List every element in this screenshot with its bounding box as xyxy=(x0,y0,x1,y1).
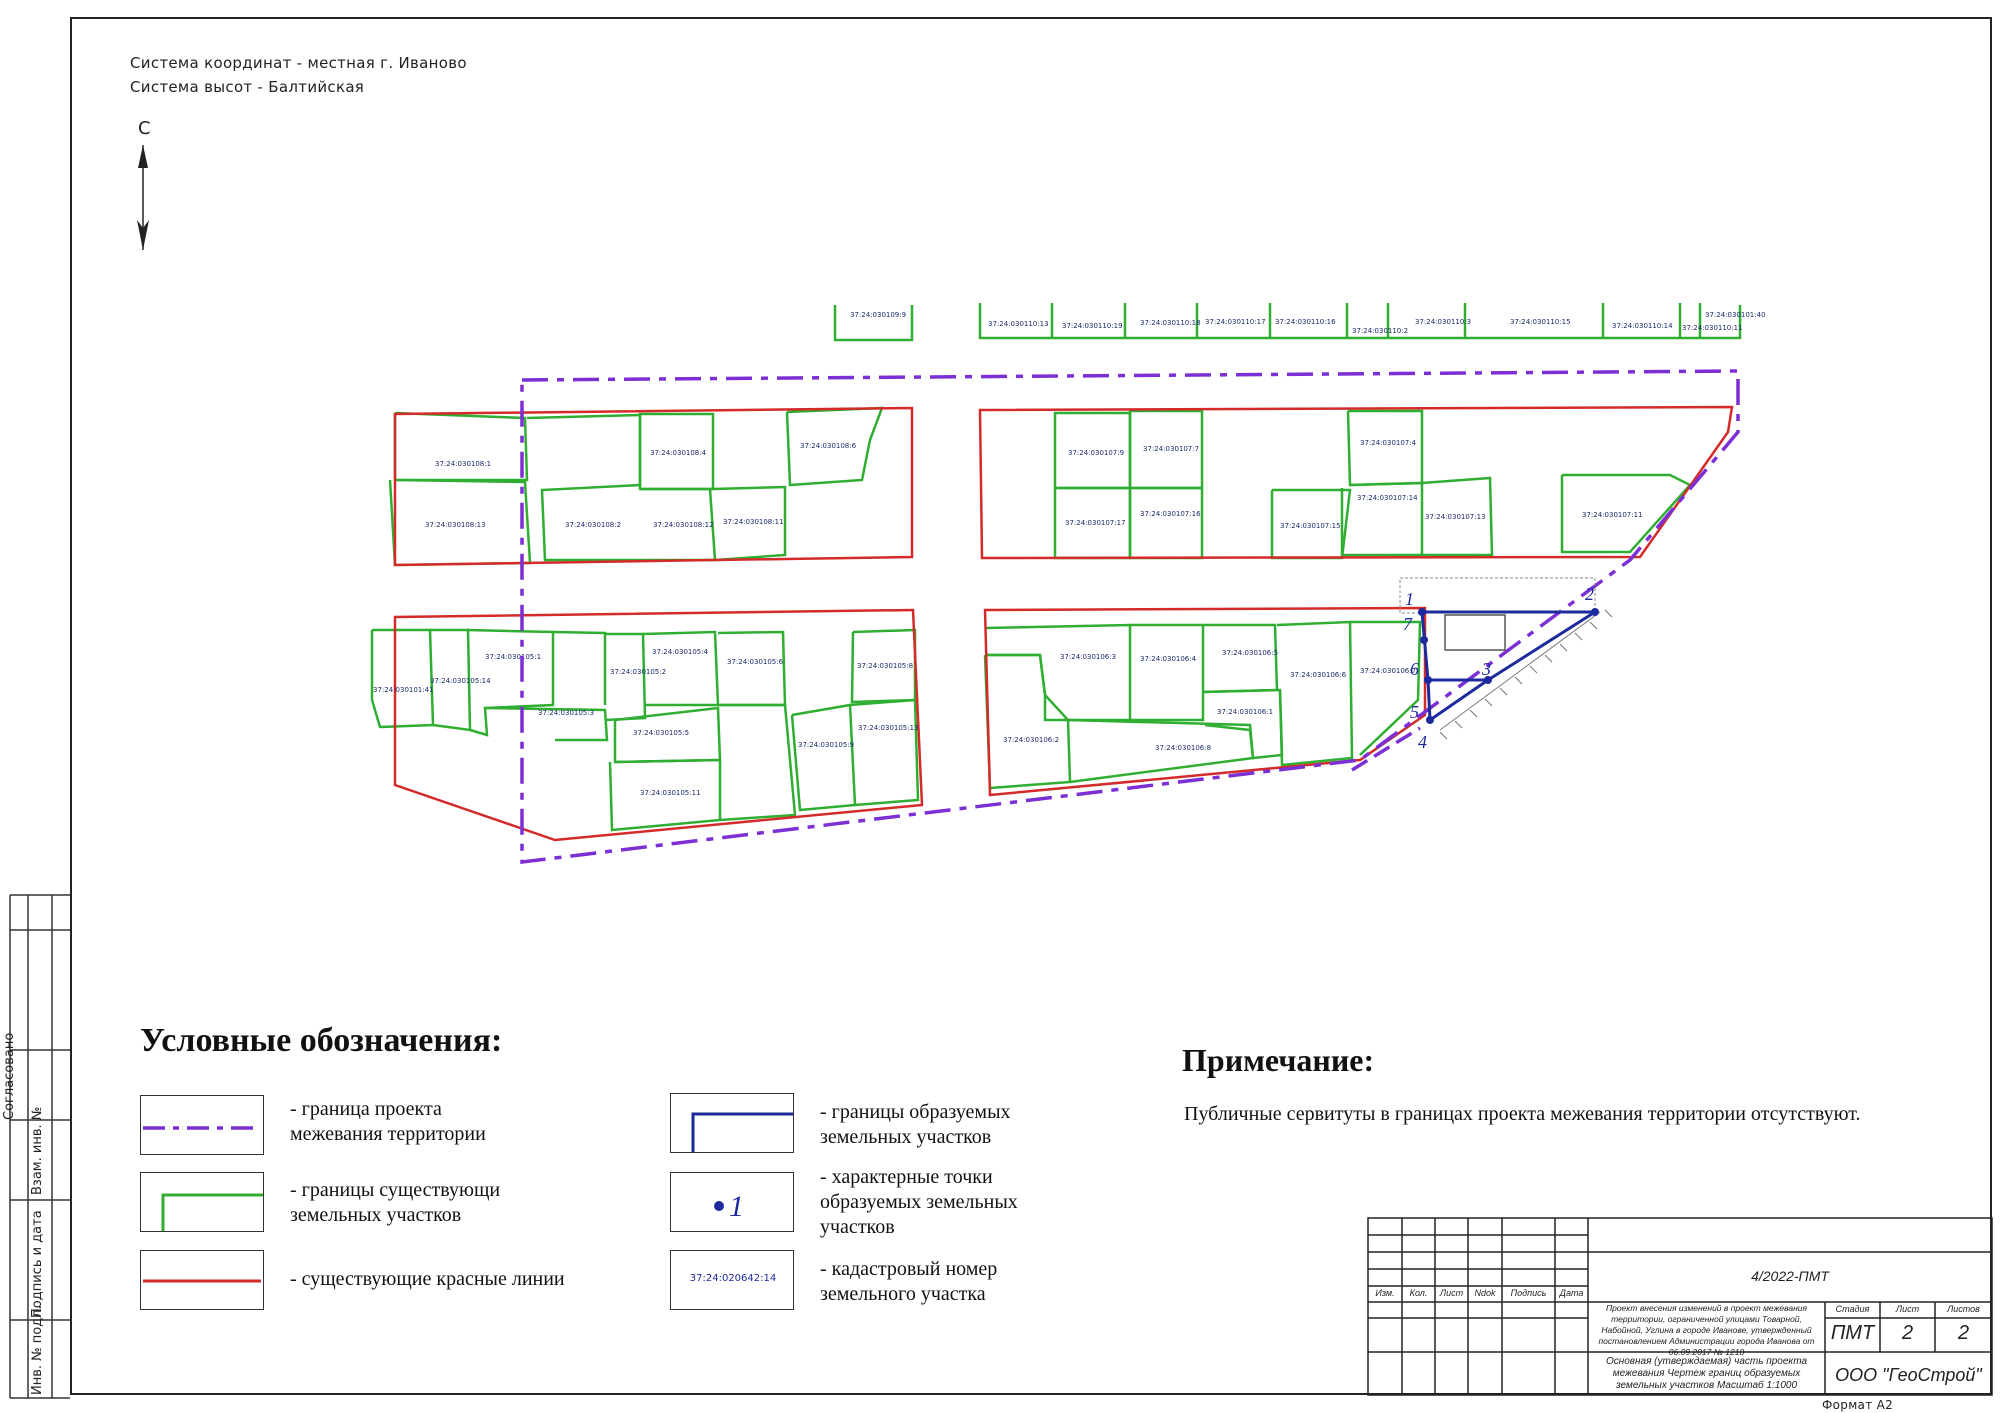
parcel-label: 37:24:030105:6 xyxy=(727,658,784,666)
point-label: 6 xyxy=(1410,659,1419,679)
parcel-label: 37:24:030108:1 xyxy=(435,460,492,468)
parcel-label: 37:24:030110:11 xyxy=(1682,324,1743,332)
parcel-label: 37:24:030110:3 xyxy=(1415,318,1472,326)
parcel-label: 37:24:030105:1 xyxy=(485,653,542,661)
parcel-label: 37:24:030110:13 xyxy=(988,320,1049,328)
parcel-label: 37:24:030107:15 xyxy=(1280,522,1341,530)
point-label: 2 xyxy=(1585,584,1594,604)
parcel-label: 37:24:030101:40 xyxy=(1705,311,1766,319)
format-label: Формат А2 xyxy=(1822,1398,1894,1412)
parcel-label: 37:24:030106:4 xyxy=(1140,655,1197,663)
parcel-label: 37:24:030105:14 xyxy=(430,677,491,685)
parcel-label: 37:24:030105:11 xyxy=(640,789,701,797)
svg-text:1: 1 xyxy=(729,1190,744,1223)
parcel-label: 37:24:030108:13 xyxy=(425,521,486,529)
parcel-label: 37:24:030105:2 xyxy=(610,668,667,676)
north-label: С xyxy=(138,118,151,139)
parcel-label: 37:24:030106:5 xyxy=(1222,649,1279,657)
stamp-project-title: Проект внесения изменений в проект межевания территории, ограниченной улицами Товарной, Набойной, Углина в городе Иванове, утвержденный постановлением Администрации города Иванова от 06.09.2017 № 1218 xyxy=(1598,1303,1815,1357)
parcel-label: 37:24:030110:2 xyxy=(1352,327,1409,335)
stamp-sheet-label: Лист xyxy=(1895,1304,1920,1314)
parcel-label: 37:24:030110:16 xyxy=(1275,318,1336,326)
parcel-label: 37:24:030107:7 xyxy=(1143,445,1200,453)
parcel-label: 37:24:030105:3 xyxy=(538,709,595,717)
parcel-label: 37:24:030110:17 xyxy=(1205,318,1266,326)
parcel-label: 37:24:030106:8 xyxy=(1155,744,1212,752)
parcel-label: 37:24:030106:2 xyxy=(1003,736,1060,744)
parcel-label: 37:24:030110:15 xyxy=(1510,318,1571,326)
parcel-label: 37:24:030105:5 xyxy=(633,729,690,737)
stamp-stage: ПМТ xyxy=(1830,1322,1875,1344)
legend-title: Условные обозначения: xyxy=(140,1022,503,1059)
point-label: 5 xyxy=(1410,702,1419,722)
parcel-label: 37:24:030107:17 xyxy=(1065,519,1126,527)
parcel-label: 37:24:030105:9 xyxy=(798,741,855,749)
side-label-signature: Подпись и дата xyxy=(30,1210,45,1318)
stamp-sheets-label: Листов xyxy=(1947,1304,1980,1314)
stamp-header: Кол. xyxy=(1409,1288,1428,1298)
point-label: 3 xyxy=(1482,659,1491,679)
coord-system-text: Система координат - местная г. Иваново xyxy=(130,54,467,72)
parcel-label: 37:24:030106:1 xyxy=(1217,708,1274,716)
parcel-label: 37:24:030101:41 xyxy=(373,686,434,694)
stamp-drawing-title: Основная (утверждаемая) часть проекта межевания Чертеж границ образуемых земельных участков Масштаб 1:1000 xyxy=(1605,1356,1808,1391)
side-label-replacement: Взам. инв. № xyxy=(30,1106,45,1195)
legend-icon-cadastral-number: 37:24:020642:14 xyxy=(670,1250,794,1310)
legend-label: - характерные точки образуемых земельных участков xyxy=(820,1166,1018,1238)
parcel-label: 37:24:030110:18 xyxy=(1140,319,1201,327)
parcel-label: 37:24:030107:14 xyxy=(1357,494,1418,502)
parcel-label: 37:24:030106:6 xyxy=(1290,671,1347,679)
legend-label: - границы существующи земельных участков xyxy=(290,1179,501,1226)
parcel-label: 37:24:030105:13 xyxy=(858,724,919,732)
parcel-label: 37:24:030107:9 xyxy=(1068,449,1125,457)
stamp-header: Подпись xyxy=(1510,1288,1547,1298)
stamp-stage-label: Стадия xyxy=(1835,1304,1870,1314)
note-text: Публичные сервитуты в границах проекта межевания территории отсутствуют. xyxy=(1184,1103,1861,1125)
legend-label: - граница проекта межевания территории xyxy=(290,1098,486,1145)
parcel-label: 37:24:030107:13 xyxy=(1425,513,1486,521)
parcel-label: 37:24:030105:4 xyxy=(652,648,709,656)
stamp-header: Лист xyxy=(1439,1288,1464,1298)
parcel-label: 37:24:030107:11 xyxy=(1582,511,1643,519)
parcel-label: 37:24:030110:14 xyxy=(1612,322,1673,330)
stamp-code: 4/2022-ПМТ xyxy=(1751,1268,1829,1284)
stamp-sheets: 2 xyxy=(1957,1322,1970,1344)
point-label: 1 xyxy=(1405,589,1414,609)
parcel-label: 37:24:030109:9 xyxy=(850,311,907,319)
side-label-agreed: Согласовано xyxy=(2,1032,17,1120)
parcel-label: 37:24:030110:19 xyxy=(1062,322,1123,330)
height-system-text: Система высот - Балтийская xyxy=(130,78,365,96)
parcel-label: 37:24:030108:12 xyxy=(653,521,714,529)
parcel-label: 37:24:030106:7 xyxy=(1360,667,1417,675)
parcel-label: 37:24:030108:2 xyxy=(565,521,622,529)
stamp-header: Изм. xyxy=(1375,1288,1395,1298)
stamp-header: Дата xyxy=(1559,1288,1584,1298)
legend-label: - кадастровый номер земельного участка xyxy=(820,1258,998,1305)
legend-label: - существующие красные линии xyxy=(290,1268,565,1290)
stamp-company: ООО "ГеоСтрой" xyxy=(1835,1365,1982,1385)
parcel-label: 37:24:030108:6 xyxy=(800,442,857,450)
parcel-label: 37:24:030108:11 xyxy=(723,518,784,526)
side-label-inventory: Инв. № подл. xyxy=(30,1305,45,1395)
parcel-label: 37:24:030106:3 xyxy=(1060,653,1117,661)
parcel-label: 37:24:030107:16 xyxy=(1140,510,1201,518)
note-title: Примечание: xyxy=(1182,1042,1375,1078)
point-label: 4 xyxy=(1418,732,1427,752)
point-label: 7 xyxy=(1403,614,1412,634)
parcel-label: 37:24:030105:8 xyxy=(857,662,914,670)
legend-label: - границы образуемых земельных участков xyxy=(820,1101,1011,1148)
parcel-label: 37:24:030107:4 xyxy=(1360,439,1417,447)
stamp-header: Ndok xyxy=(1474,1288,1496,1298)
parcel-label: 37:24:030108:4 xyxy=(650,449,707,457)
stamp-sheet: 2 xyxy=(1901,1322,1914,1344)
